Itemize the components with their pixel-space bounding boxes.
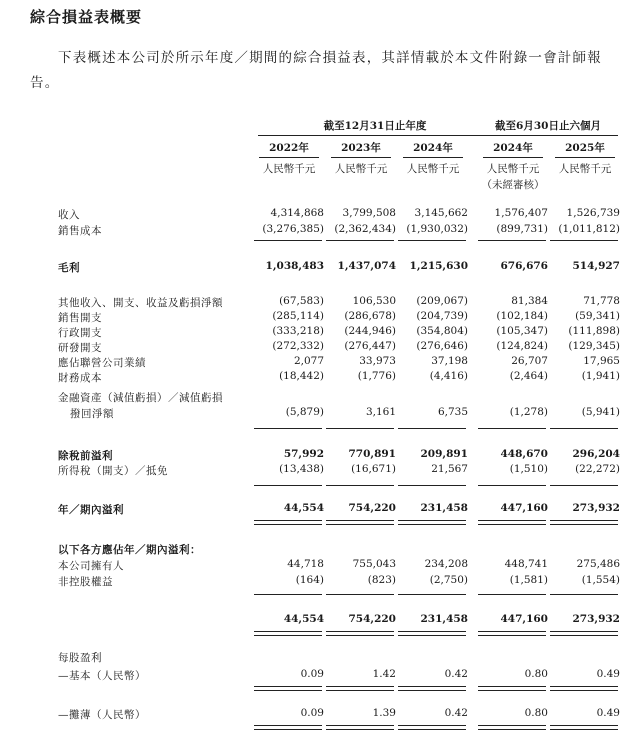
cell-value: (204,739) — [416, 310, 468, 322]
cell-value: (5,879) — [285, 406, 324, 418]
double-rule — [550, 725, 618, 730]
cell-value: 3,161 — [365, 406, 396, 418]
double-rule — [398, 631, 466, 636]
cell-value: (59,341) — [575, 310, 620, 322]
cell-value: (111,898) — [568, 325, 620, 337]
column-header — [328, 140, 394, 176]
cell-value: 448,741 — [504, 558, 548, 570]
single-rule — [398, 485, 466, 486]
cell-value: 0.42 — [444, 707, 468, 719]
single-rule — [478, 594, 546, 595]
cell-value: (5,941) — [581, 406, 620, 418]
cell-value: 57,992 — [283, 448, 324, 460]
cell-value: 754,220 — [348, 613, 396, 625]
cell-value: 296,204 — [572, 448, 620, 460]
table-row — [0, 325, 640, 340]
single-rule — [478, 485, 546, 486]
row-label: 收入 — [58, 209, 80, 221]
cell-value: (209,067) — [416, 295, 468, 307]
single-rule — [398, 594, 466, 595]
single-rule — [478, 428, 546, 429]
single-rule — [398, 240, 466, 241]
page-title: 綜合損益表概要 — [30, 8, 143, 26]
row-label: 其他收入、開支、收益及虧損淨額 — [58, 297, 223, 309]
cell-value: 21,567 — [431, 463, 468, 475]
cell-value: (1,776) — [357, 370, 396, 382]
cell-value: (1,581) — [509, 574, 548, 586]
double-rule — [326, 686, 394, 691]
double-rule — [478, 520, 546, 525]
cell-value: (129,345) — [568, 340, 620, 352]
cell-value: 676,676 — [500, 260, 548, 272]
row-label: 研發開支 — [58, 342, 102, 354]
cell-value: 3,145,662 — [414, 207, 468, 219]
cell-value: 754,220 — [348, 502, 396, 514]
cell-value: 3,799,508 — [342, 207, 396, 219]
cell-value: 755,043 — [352, 558, 396, 570]
cell-value: (899,731) — [496, 223, 548, 235]
table-row — [0, 207, 640, 222]
table-row — [0, 406, 640, 421]
column-header — [256, 140, 322, 176]
row-label: 應佔聯營公司業績 — [58, 357, 146, 369]
table-row — [0, 574, 640, 589]
column-year: 2024年 — [483, 140, 543, 158]
cell-value: 6,735 — [437, 406, 468, 418]
cell-value: 231,458 — [420, 613, 468, 625]
double-rule — [254, 631, 322, 636]
year-group-header: 截至12月31日止年度 — [258, 118, 492, 136]
single-rule — [326, 240, 394, 241]
table-row — [0, 613, 640, 628]
cell-value: 26,707 — [511, 355, 548, 367]
single-rule — [326, 594, 394, 595]
row-label: 除稅前溢利 — [58, 450, 113, 462]
column-currency: 人民幣千元 — [334, 163, 388, 175]
double-rule — [398, 520, 466, 525]
row-label: 毛利 — [58, 262, 80, 274]
cell-value: (2,750) — [429, 574, 468, 586]
single-rule — [478, 240, 546, 241]
double-rule — [254, 686, 322, 691]
table-row — [0, 502, 640, 517]
cell-value: 514,927 — [572, 260, 620, 272]
single-rule — [326, 428, 394, 429]
cell-value: (333,218) — [272, 325, 324, 337]
cell-value: (3,276,385) — [262, 223, 324, 235]
single-rule — [254, 485, 322, 486]
double-rule — [254, 520, 322, 525]
cell-value: 44,554 — [283, 502, 324, 514]
column-header — [552, 140, 618, 176]
cell-value: (18,442) — [279, 370, 324, 382]
cell-value: 0.09 — [300, 707, 324, 719]
cell-value: 0.09 — [300, 668, 324, 680]
double-rule — [326, 520, 394, 525]
single-rule — [254, 428, 322, 429]
cell-value: 33,973 — [359, 355, 396, 367]
column-header — [480, 140, 546, 192]
cell-value: 2,077 — [293, 355, 324, 367]
cell-value: 4,314,868 — [270, 207, 324, 219]
cell-value: (276,447) — [344, 340, 396, 352]
cell-value: (1,930,032) — [406, 223, 468, 235]
table-row — [0, 260, 640, 275]
cell-value: 273,932 — [572, 502, 620, 514]
cell-value: 1,437,074 — [337, 260, 396, 272]
single-rule — [550, 594, 618, 595]
intro-paragraph: 下表概述本公司於所示年度／期間的綜合損益表，其詳情載於本文件附錄一會計師報告。 — [30, 50, 602, 91]
single-rule — [550, 485, 618, 486]
row-label: 金融資產（減值虧損）／減值虧損 — [58, 392, 223, 404]
cell-value: (823) — [367, 574, 396, 586]
cell-value: (286,678) — [344, 310, 396, 322]
column-currency: 人民幣千元 — [262, 163, 316, 175]
column-currency: 人民幣千元 — [558, 163, 612, 175]
cell-value: (4,416) — [429, 370, 468, 382]
cell-value: 0.42 — [444, 668, 468, 680]
cell-value: (13,438) — [279, 463, 324, 475]
table-row — [0, 558, 640, 573]
cell-value: 448,670 — [500, 448, 548, 460]
cell-value: (1,278) — [509, 406, 548, 418]
cell-value: (2,362,434) — [334, 223, 396, 235]
cell-value: 71,778 — [583, 295, 620, 307]
row-label: 以下各方應佔年／期內溢利： — [58, 544, 201, 556]
row-label: —基本（人民幣） — [58, 670, 146, 682]
cell-value: (164) — [295, 574, 324, 586]
cell-value: (102,184) — [496, 310, 548, 322]
table-row — [0, 448, 640, 463]
double-rule — [550, 520, 618, 525]
table-row — [0, 463, 640, 478]
cell-value: (16,671) — [351, 463, 396, 475]
cell-value: 0.80 — [524, 707, 548, 719]
double-rule — [550, 686, 618, 691]
double-rule — [398, 686, 466, 691]
single-rule — [398, 428, 466, 429]
row-label: 每股盈利 — [58, 652, 102, 664]
double-rule — [478, 631, 546, 636]
cell-value: (105,347) — [496, 325, 548, 337]
table-row — [0, 390, 640, 405]
table-row — [0, 668, 640, 683]
row-label: 非控股權益 — [58, 576, 113, 588]
cell-value: 770,891 — [348, 448, 396, 460]
column-year: 2025年 — [555, 140, 615, 158]
cell-value: (1,011,812) — [558, 223, 620, 235]
cell-value: 231,458 — [420, 502, 468, 514]
cell-value: 81,384 — [511, 295, 548, 307]
table-row — [0, 707, 640, 722]
cell-value: (354,804) — [416, 325, 468, 337]
cell-value: (124,824) — [496, 340, 548, 352]
double-rule — [398, 725, 466, 730]
double-rule — [478, 725, 546, 730]
period-group-header: 截至6月30日止六個月 — [478, 118, 618, 136]
double-rule — [478, 686, 546, 691]
cell-value: 447,160 — [500, 502, 548, 514]
cell-value: 37,198 — [431, 355, 468, 367]
cell-value: (272,332) — [272, 340, 324, 352]
cell-value: 1,526,739 — [566, 207, 620, 219]
column-header — [400, 140, 466, 176]
cell-value: 0.49 — [596, 668, 620, 680]
row-label: 銷售成本 — [58, 225, 102, 237]
cell-value: 1.39 — [372, 707, 396, 719]
cell-value: (276,646) — [416, 340, 468, 352]
single-rule — [550, 240, 618, 241]
cell-value: (285,114) — [272, 310, 324, 322]
table-row — [0, 542, 640, 557]
column-year: 2023年 — [331, 140, 391, 158]
table-row — [0, 650, 640, 665]
table-row — [0, 310, 640, 325]
single-rule — [254, 240, 322, 241]
single-rule — [254, 594, 322, 595]
cell-value: 273,932 — [572, 613, 620, 625]
cell-value: 1.42 — [372, 668, 396, 680]
double-rule — [550, 631, 618, 636]
cell-value: 44,554 — [283, 613, 324, 625]
cell-value: 209,891 — [420, 448, 468, 460]
cell-value: 0.80 — [524, 668, 548, 680]
row-label: 本公司擁有人 — [58, 560, 124, 572]
row-label: —攤薄（人民幣） — [58, 709, 146, 721]
cell-value: (1,554) — [581, 574, 620, 586]
cell-value: 0.49 — [596, 707, 620, 719]
table-row — [0, 355, 640, 370]
cell-value: 1,038,483 — [265, 260, 324, 272]
cell-value: (67,583) — [279, 295, 324, 307]
column-currency: 人民幣千元 — [406, 163, 460, 175]
cell-value: (244,946) — [344, 325, 396, 337]
cell-value: 1,576,407 — [494, 207, 548, 219]
cell-value: 106,530 — [352, 295, 396, 307]
table-row — [0, 295, 640, 310]
column-currency: 人民幣千元 — [486, 163, 540, 175]
row-label: 銷售開支 — [58, 312, 102, 324]
cell-value: (22,272) — [575, 463, 620, 475]
cell-value: (1,941) — [581, 370, 620, 382]
single-rule — [550, 428, 618, 429]
double-rule — [326, 725, 394, 730]
cell-value: 275,486 — [576, 558, 620, 570]
row-label: 財務成本 — [58, 372, 102, 384]
cell-value: (1,510) — [509, 463, 548, 475]
cell-value: (2,464) — [509, 370, 548, 382]
cell-value: 234,208 — [424, 558, 468, 570]
single-rule — [326, 485, 394, 486]
row-label: 所得稅（開支）／抵免 — [58, 465, 168, 477]
cell-value: 44,718 — [287, 558, 324, 570]
cell-value: 1,215,630 — [409, 260, 468, 272]
row-label: 行政開支 — [58, 327, 102, 339]
cell-value: 447,160 — [500, 613, 548, 625]
unaudited-note: （未經審核） — [481, 179, 545, 191]
row-label: 撥回淨額 — [70, 408, 114, 420]
column-year: 2024年 — [403, 140, 463, 158]
table-row — [0, 223, 640, 238]
table-row — [0, 370, 640, 385]
row-label: 年／期內溢利 — [58, 504, 124, 516]
column-year: 2022年 — [259, 140, 319, 158]
double-rule — [254, 725, 322, 730]
double-rule — [326, 631, 394, 636]
table-row — [0, 340, 640, 355]
cell-value: 17,965 — [583, 355, 620, 367]
